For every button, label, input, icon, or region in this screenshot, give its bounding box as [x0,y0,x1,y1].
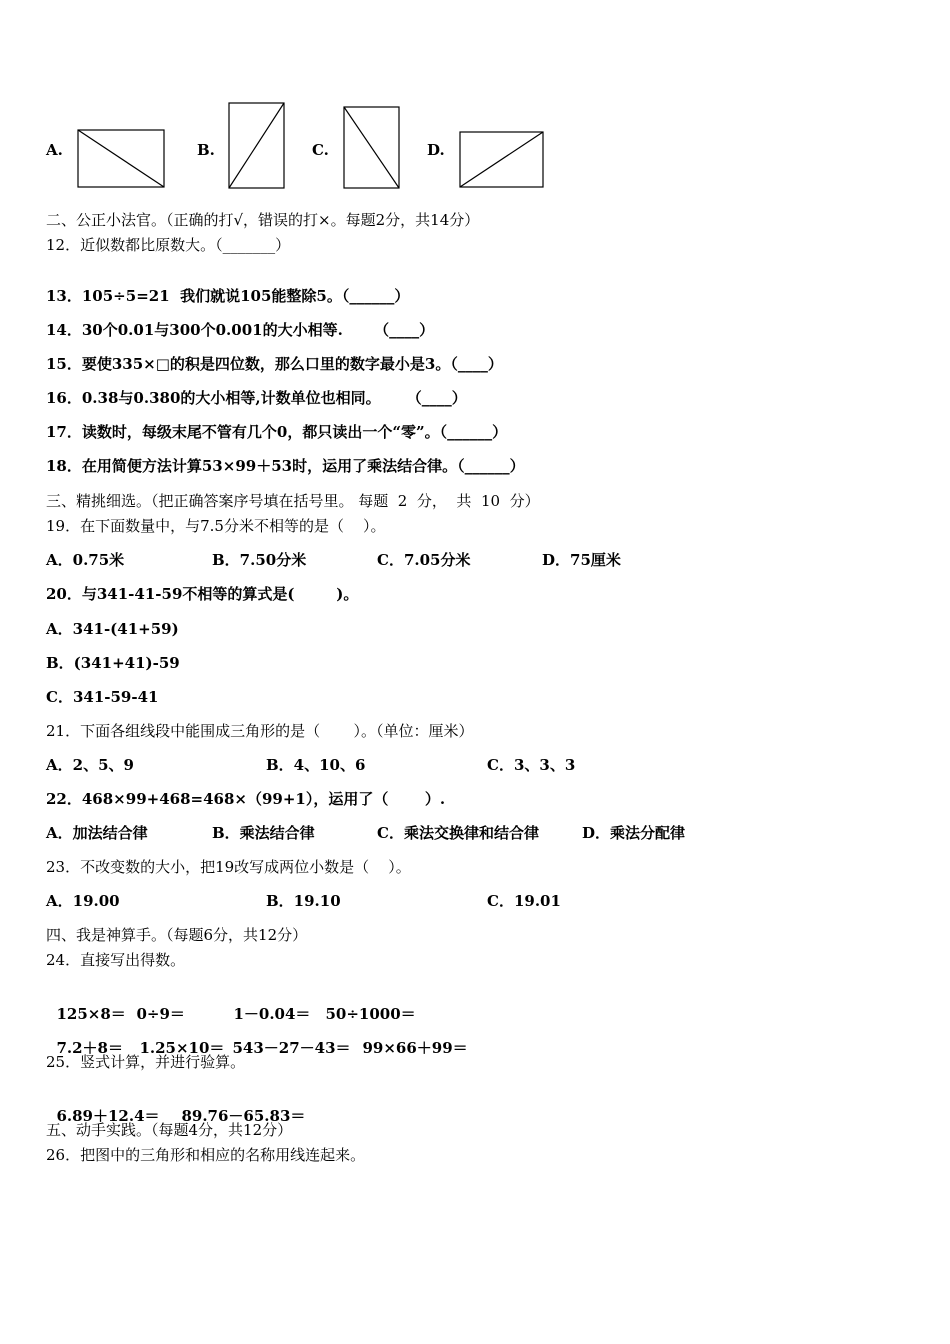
q23-option-a: A．19.00 [46,892,120,910]
question-17: 17．读数时，每级末尾不管有几个0，都只读出一个“零”。（______） [46,423,508,441]
q19-option-d: D．75厘米 [542,551,621,569]
q22-option-b: B．乘法结合律 [212,824,315,842]
section2-title: 二、公正小法官。（正确的打√，错误的打×。每题2分，共14分） [46,211,480,229]
q19-option-b: B．7.50分米 [212,551,307,569]
q19-option-c: C．7.05分米 [377,551,471,569]
question-26: 26．把图中的三角形和相应的名称用线连起来。 [46,1146,366,1164]
q20-option-c: C．341-59-41 [46,688,159,706]
q22-option-d: D．乘法分配律 [582,824,686,842]
question-18: 18．在用简便方法计算53×99＋53时，运用了乘法结合律。（______） [46,457,525,475]
figure-label-c: C. [312,141,329,159]
question-19-stem: 19．在下面数量中，与7.5分米不相等的是（ ）。 [46,517,386,535]
q24-item: 7.2＋8＝ [56,1039,123,1057]
question-24-stem: 24．直接写出得数。 [46,951,186,969]
q24-item: 1.25×10＝ [139,1039,225,1057]
figure-label-a: A. [46,141,63,159]
q20-option-a: A．341-(41+59) [46,620,179,638]
q22-option-a: A．加法结合律 [46,824,148,842]
figure-label-b: B. [197,141,215,159]
q21-option-b: B．4、10、6 [266,756,366,774]
q24-item: 0÷9＝ [136,1005,185,1023]
figure-c-rectangle [343,106,401,190]
question-22-stem: 22．468×99+468=468×（99+1），运用了（ ）. [46,790,446,808]
question-20-stem: 20．与341-41-59不相等的算式是( )。 [46,585,359,603]
figure-b-rectangle [228,102,286,190]
q20-option-b: B．(341+41)-59 [46,654,180,672]
question-16: 16．0.38与0.380的大小相等,计数单位也相同。 （____） [46,389,467,407]
question-12: 12．近似数都比原数大。（_______） [46,236,291,254]
question-13: 13．105÷5=21 我们就说105能整除5。（______） [46,287,410,305]
q24-item: 99×66＋99＝ [362,1039,468,1057]
q25-item: 89.76－65.83＝ [181,1107,306,1125]
question-23-stem: 23．不改变数的大小，把19改写成两位小数是（ ）。 [46,858,411,876]
q21-option-c: C．3、3、3 [487,756,576,774]
q19-option-a: A．0.75米 [46,551,125,569]
figure-label-d: D. [427,141,445,159]
question-25-stem: 25．竖式计算，并进行验算。 [46,1053,246,1071]
q24-item: 543－27－43＝ [232,1039,351,1057]
section4-title: 四、我是神算手。（每题6分，共12分） [46,926,308,944]
figure-d-rectangle [459,131,545,189]
figure-a-rectangle [77,129,167,189]
q22-option-c: C．乘法交换律和结合律 [377,824,539,842]
q24-item: 50÷1000＝ [325,1005,416,1023]
q25-item: 6.89＋12.4＝ [56,1107,160,1125]
q24-item: 125×8＝ [56,1005,126,1023]
question-14: 14．30个0.01与300个0.001的大小相等. （____） [46,321,435,339]
q23-option-c: C．19.01 [487,892,561,910]
q21-option-a: A．2、5、9 [46,756,134,774]
question-15: 15．要使335×□的积是四位数，那么口里的数字最小是3。（____） [46,355,503,373]
section5-title: 五、动手实践。（每题4分，共12分） [46,1121,293,1139]
q24-item: 1－0.04＝ [233,1005,311,1023]
q23-option-b: B．19.10 [266,892,341,910]
section3-title: 三、精挑细选。（把正确答案序号填在括号里。 每题 2 分， 共 10 分） [46,492,540,510]
question-21-stem: 21．下面各组线段中能围成三角形的是（ ）。（单位：厘米） [46,722,474,740]
